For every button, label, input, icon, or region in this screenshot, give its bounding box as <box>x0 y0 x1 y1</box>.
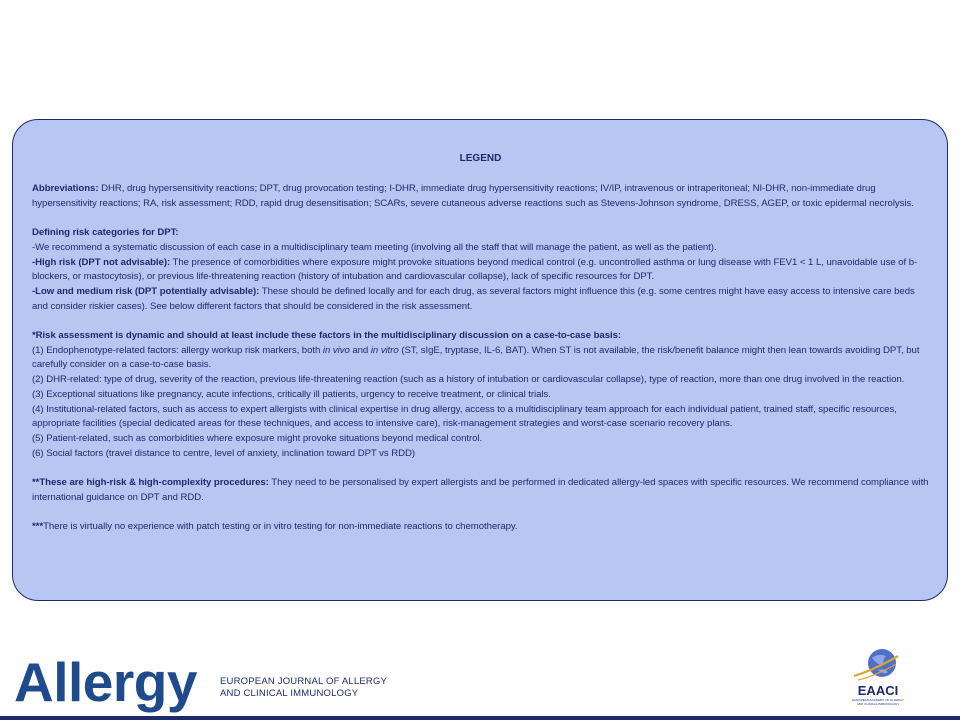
eaaci-logo <box>850 646 906 708</box>
risk-recommendation: -We recommend a systematic discussion of each case in a multidisciplinary team meeting (involving all the staff that will manage the patient, as well as the patient). <box>32 241 717 253</box>
factor-1 <box>32 344 929 373</box>
factor-3: (3) Exceptional situations like pregnancy, acute infections, critically ill patients, urgency to receive treatment, or clinical trials. <box>32 388 551 400</box>
eaaci-globe-icon <box>850 646 906 686</box>
journal-line-2: AND CLINICAL IMMUNOLOGY <box>220 688 359 699</box>
factor-2: (2) DHR-related: type of drug, severity of the reaction, previous life-threatening reaction (such as a history of intubation or cardiovascular collapse), type of reaction, more than one drug involved in the reaction. <box>32 374 905 386</box>
chemotherapy-note <box>32 520 929 535</box>
footer-rule <box>0 716 960 720</box>
high-complexity-text: They need to be personalised by expert allergists and be performed in dedicated allergy-led spaces with specific resources. We recommend compliance with international guidance on DPT and RDD. <box>32 477 929 503</box>
high-complexity-paragraph <box>32 476 929 505</box>
eaaci-subtitle <box>850 699 906 706</box>
low-risk-paragraph <box>32 285 929 314</box>
factor-1-text-b: (ST, sIgE, tryptase, IL-6, BAT). When ST is not available, the risk/benefit balance might then lean towards avoiding DPT, but carefully consider on a case-to-case basis. <box>32 344 920 371</box>
high-risk-text: The presence of comorbidities where exposure might provoke situations beyond medical control (e.g. uncontrolled asthma or lung disease with FEV1 < 1 L, unavoidable use of b-blockers, or mastocytosis), or previous life-threatening reaction (history of intubation and cardiovascular collapse), lack of specific resources for DPT. <box>32 256 918 283</box>
journal-line-1: EUROPEAN JOURNAL OF ALLERGY <box>220 676 388 687</box>
abbreviations-text: DHR, drug hypersensitivity reactions; DPT, drug provocation testing; I-DHR, immediate drug hypersensitivity reactions; IV/IP, intravenous or intraperitoneal; NI-DHR, non-immediate drug hypersensitivity reactions; RA, risk assessment; RDD, rapid drug desensitisation; SCARs, severe cutaneous adverse reactions such as Stevens-Johnson syndrome, DRESS, AGEP, or toxic epidermal necrolysis. <box>32 183 914 209</box>
risk-categories-heading: Defining risk categories for DPT: <box>32 227 179 239</box>
eaaci-subtitle-2: AND CLINICAL IMMUNOLOGY <box>856 701 900 706</box>
factor-1-and: and <box>349 344 371 356</box>
factor-6: (6) Social factors (travel distance to centre, level of anxiety, inclination toward DPT vs RDD) <box>32 447 416 459</box>
journal-name <box>220 676 387 700</box>
chemotherapy-note-text: There is virtually no experience with patch testing or in vitro testing for non-immediate reactions to chemotherapy. <box>43 521 518 533</box>
legend-box <box>12 119 948 601</box>
high-complexity-heading: **These are high-risk & high-complexity procedures: <box>32 477 269 489</box>
low-risk-label: -Low and medium risk (DPT potentially advisable): <box>32 285 260 297</box>
factor-1-in-vitro: in vitro <box>370 344 399 356</box>
factor-1-in-vivo: in vivo <box>322 344 350 356</box>
factor-4: (4) Institutional-related factors, such as access to expert allergists with clinical expertise in drug allergy, access to a multidisciplinary team approach for each individual patient, trained staff, specific resources, appropriate facilities (special dedicated areas for these techniques, and access to intensive care), risk-management strategies and worst-case scenario recovery plans. <box>32 403 897 430</box>
high-risk-label: -High risk (DPT not advisable): <box>32 256 171 268</box>
factor-5: (5) Patient-related, such as comorbidities where exposure might provoke situations beyond medical control. <box>32 432 483 444</box>
triple-asterisk: *** <box>32 521 44 533</box>
eaaci-subtitle-1: EUROPEAN ACADEMY OF ALLERGY <box>852 698 904 702</box>
abbreviations-paragraph <box>32 182 929 211</box>
abbreviations-heading: Abbreviations: <box>32 183 102 194</box>
factor-1-text-a: (1) Endophenotype-related factors: allergy workup risk markers, both <box>32 344 323 356</box>
low-risk-text: These should be defined locally and for each drug, as several factors might influence this (e.g. some centres might have easy access to intensive care beds and consider riskier cases). See below different factors that should be considered in the risk assessment. <box>32 285 915 312</box>
allergy-logo: Allergy <box>14 651 197 713</box>
legend-title: LEGEND <box>459 153 502 164</box>
risk-assessment-heading: *Risk assessment is dynamic and should at least include these factors in the multidisciplinary discussion on a case-to-case basis: <box>32 330 622 341</box>
eaaci-label: EAACI <box>857 683 899 698</box>
high-risk-paragraph <box>32 256 929 285</box>
